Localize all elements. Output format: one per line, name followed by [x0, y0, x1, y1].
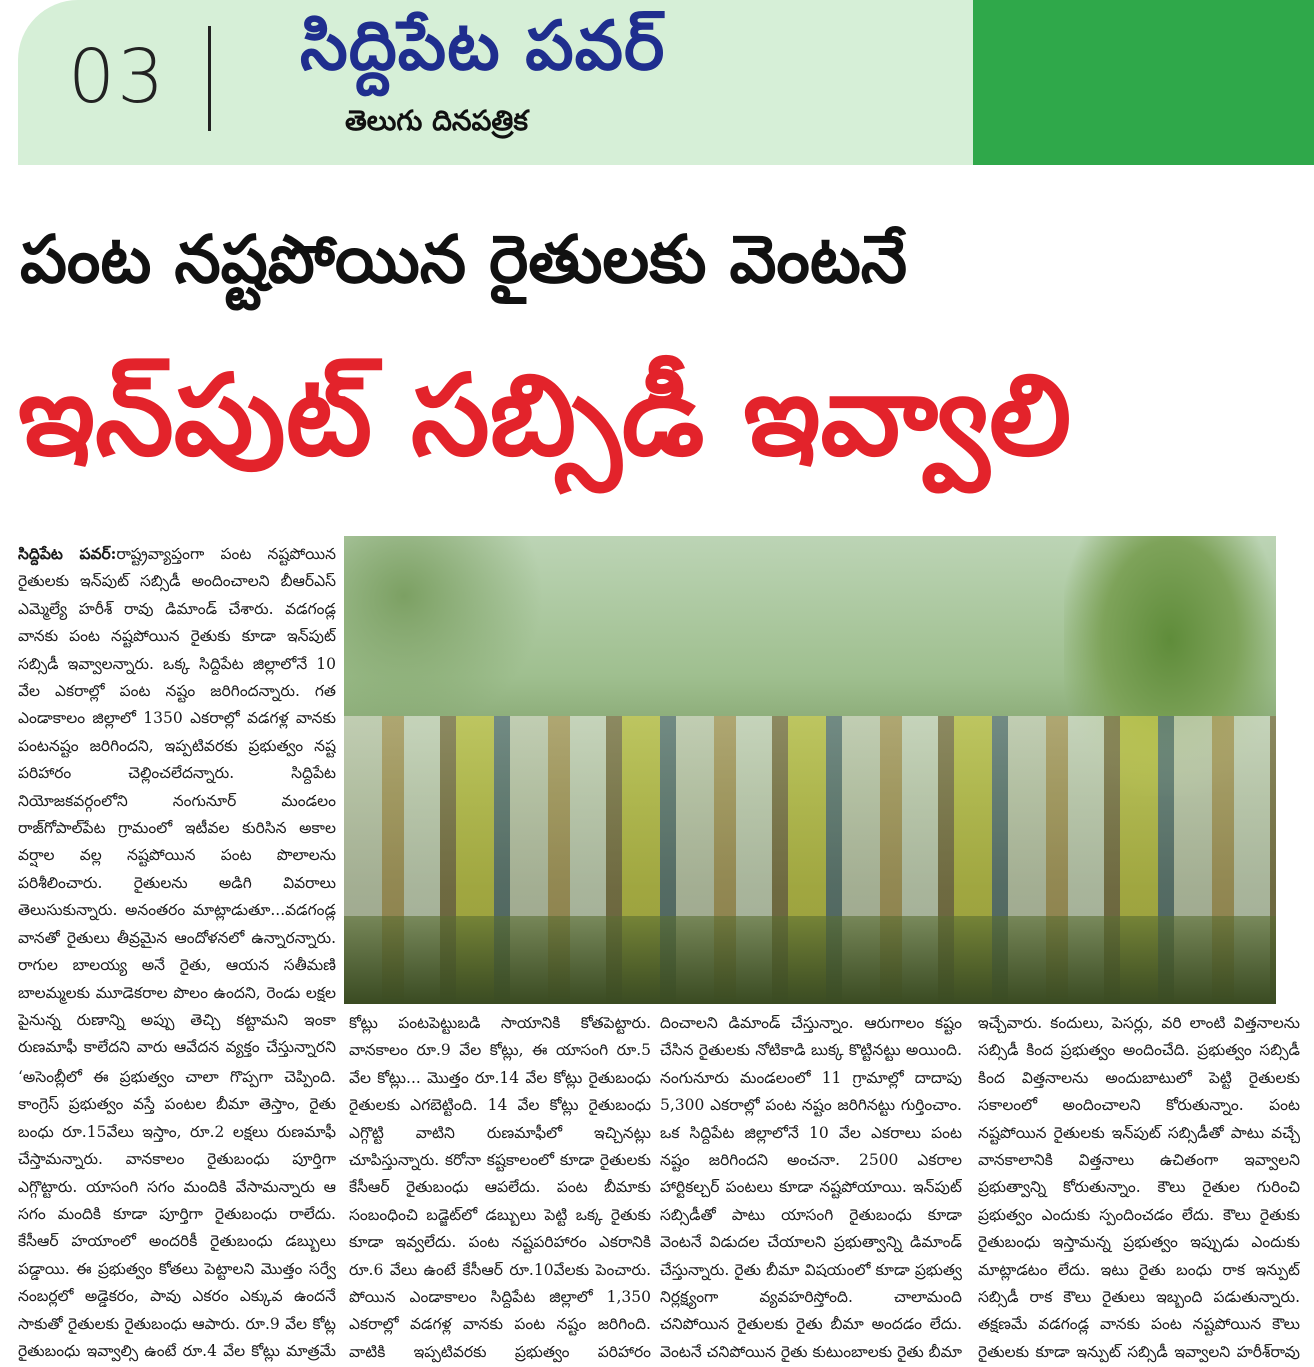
field-inspection-photo	[344, 536, 1276, 1004]
newspaper-logo: సిద్దిపేట పవర్	[300, 7, 666, 86]
article-text: రాష్ట్రవ్యాప్తంగా పంట నష్టపోయిన రైతులకు ఇన్‌పుట్ సబ్సిడీ అందించాలని బీఆర్ఎస్ ఎమ్మెల్యే హరీశ్ రావు డిమాండ్ చేశారు. వడగండ్ల వానకు పంట నష్టపోయిన రైతుకు కూడా ఇన్‌పుట్ సబ్సిడీ ఇవ్వాలన్నారు. ఒక్క సిద్దిపేట జిల్లాలోనే 10 వేల ఎకరాల్లో పంట నష్టం జరిగిందన్నారు. గత ఎండాకాలం జిల్లాలో 1350 ఎకరాల్లో వడగళ్ల వానకు పంటనష్టం జరిగిందని, ఇప్పటివరకు ప్రభుత్వం నష్ట పరిహారం చెల్లించలేదన్నారు. సిద్దిపేట నియోజకవర్గంలోని నంగునూర్ మండలం రాజ్‌గోపాల్‌పేట గ్రామంలో ఇటీవల కురిసిన అకాల వర్షాల వల్ల నష్టపోయిన పంట పొలాలను పరిశీలించారు. రైతులను అడిగి వివరాలు తెలుసుకున్నారు. అనంతరం మాట్లాడుతూ...వడగండ్ల వానతో రైతులు తీవ్రమైన ఆందోళనలో ఉన్నారన్నారు. రాగుల బాలయ్య అనే రైతు, ఆయన సతీమణి బాలమ్మలకు మూడెకరాల పొలం ఉందని, రెండు లక్షల పైనున్న రుణాన్ని అప్పు తెచ్చి కట్టామని ఇంకా రుణమాఫీ కాలేదని వారు ఆవేదన వ్యక్తం చేస్తున్నారని	[18, 545, 336, 1057]
page-number: 03	[68, 34, 167, 120]
masthead-divider	[208, 26, 211, 131]
article-dateline: సిద్దిపేట పవర్:	[18, 544, 117, 563]
article-column-2	[349, 1010, 651, 1364]
article-text: ఇచ్చేవారు. కందులు, పెసర్లు, వరి లాంటి విత్తనాలను సబ్సిడీ కింద ప్రభుత్వం అందించేది. ప్రభుత్వం సబ్సిడీ కింద విత్తనాలను అందుబాటులో పెట్టి రైతులకు సకాలంలో అందించాలని కోరుతున్నాం. పంట నష్టపోయిన రైతులకు ఇన్‌పుట్ సబ్సిడీతో పాటు వచ్చే వానకాలానికి విత్తనాలు ఉచితంగా ఇవ్వాలని ప్రభుత్వాన్ని కోరుతున్నాం. కౌలు రైతుల గురించి ప్రభుత్వం ఎందుకు స్పందించడం లేదు. కౌలు రైతుకు రైతుబంధు ఇస్తామన్న ప్రభుత్వం ఇప్పుడు ఎందుకు మాట్లాడటం లేదు. ఇటు రైతు బంధు రాక ఇన్పుట్ సబ్సిడీ రాక కౌలు రైతులు ఇబ్బంది పడుతున్నారు. తక్షణమే వడగండ్ల వానకు పంట నష్టపోయిన కౌలు రైతులకు కూడా ఇన్పుట్ సబ్సిడీ ఇవ్వాలని హరీశ్‌రావు	[978, 1014, 1300, 1361]
photo-tree-left	[344, 536, 544, 736]
article-column-3	[660, 1010, 962, 1364]
headline-main: ఇన్‌పుట్ సబ్సిడీ ఇవ్వాలి	[18, 351, 1072, 481]
photo-crop-field	[344, 916, 1276, 1004]
masthead-accent-block	[973, 0, 1314, 165]
headline-kicker: పంట నష్టపోయిన రైతులకు వెంటనే	[20, 221, 908, 298]
article-text: ‘అసెంబ్లీలో ఈ ప్రభుత్వం చాలా గొప్పగా చెప్పింది. కాంగ్రెస్ ప్రభుత్వం వస్తే పంటల బీమా తెస్తాం, రైతు బంధు రూ.15వేలు ఇస్తాం, రూ.2 లక్షలు రుణమాఫీ చేస్తామన్నారు. వానకాలం రైతుబంధు పూర్తిగా ఎగ్గొట్టారు. యాసంగి సగం మందికి వేసామన్నారు ఆ సగం మందికి కూడా పూర్తిగా రైతుబంధు రాలేదు. కేసీఆర్ హయాంలో అందరికీ రైతుబంధు డబ్బులు పడ్డాయి. ఈ ప్రభుత్వం కోతలు పెట్టాలని మొత్తం సర్వే నంబర్లలో అడ్డెకరం, పావు ఎకరం ఎక్కువ ఉందనే సాకుతో రైతులకు రైతుబంధు ఆపారు. రూ.9 వేల కోట్ల రైతుబంధు ఇవ్వాల్సి ఉంటే రూ.4 వేల కోట్లు మాత్రమే	[18, 1068, 336, 1361]
newspaper-tagline: తెలుగు దినపత్రిక	[345, 104, 528, 137]
article-column-4	[978, 1010, 1300, 1364]
article-text: దించాలని డిమాండ్ చేస్తున్నాం. ఆరుగాలం కష్టం చేసిన రైతులకు నోటికాడి బుక్క కొట్టినట్టు అయింది. నంగునూరు మండలంలో 11 గ్రామాల్లో దాదాపు 5,300 ఎకరాల్లో పంట నష్టం జరిగినట్టు గుర్తించాం. ఒక సిద్దిపేట జిల్లాలోనే 10 వేల ఎకరాలు పంట నష్టం జరిగిందని అంచనా. 2500 ఎకరాల హార్టికల్చర్ పంటలు కూడా నష్టపోయాయి. ఇన్‌పుట్ సబ్సిడీతో పాటు యాసంగి రైతుబంధు కూడా వెంటనే విడుదల చేయాలని ప్రభుత్వాన్ని డిమాండ్ చేస్తున్నారు. రైతు బీమా విషయంలో కూడా ప్రభుత్వ నిర్లక్ష్యంగా వ్యవహరిస్తోంది. చాలామంది చనిపోయిన రైతులకు రైతు బీమా అందడం లేదు. వెంటనే చనిపోయిన రైతు కుటుంబాలకు రైతు బీమా	[660, 1014, 962, 1361]
article-text: కోట్లు పంటపెట్టుబడి సాయానికి కోతపెట్టారు. వానకాలం రూ.9 వేల కోట్లు, ఈ యాసంగి రూ.5 వేల కోట్లు... మొత్తం రూ.14 వేల కోట్లు రైతుబంధు రైతులకు ఎగబెట్టింది. 14 వేల కోట్లు రైతుబంధు ఎగ్గొట్టి వాటిని రుణమాఫీలో ఇచ్చినట్లు చూపిస్తున్నారు. కరోనా కష్టకాలంలో కూడా రైతులకు కేసీఆర్ రైతుబంధు ఆపలేదు. పంట బీమాకు సంబంధించి బడ్జెట్‌లో డబ్బులు పెట్టి ఒక్క రైతుకు కూడా ఇవ్వలేదు. పంట నష్టపరిహారం ఎకరానికి రూ.6 వేలు ఉంటే కేసీఆర్ రూ.10వేలకు పెంచారు. పోయిన ఎండాకాలం సిద్దిపేట జిల్లాలో 1,350 ఎకరాల్లో వడగళ్ల వానకు పంట నష్టం జరిగింది. వాటికి ఇప్పటివరకు ప్రభుత్వం పరిహారం	[349, 1014, 651, 1361]
article-column-1-continued	[18, 1064, 336, 1364]
article-column-1	[18, 540, 336, 1060]
